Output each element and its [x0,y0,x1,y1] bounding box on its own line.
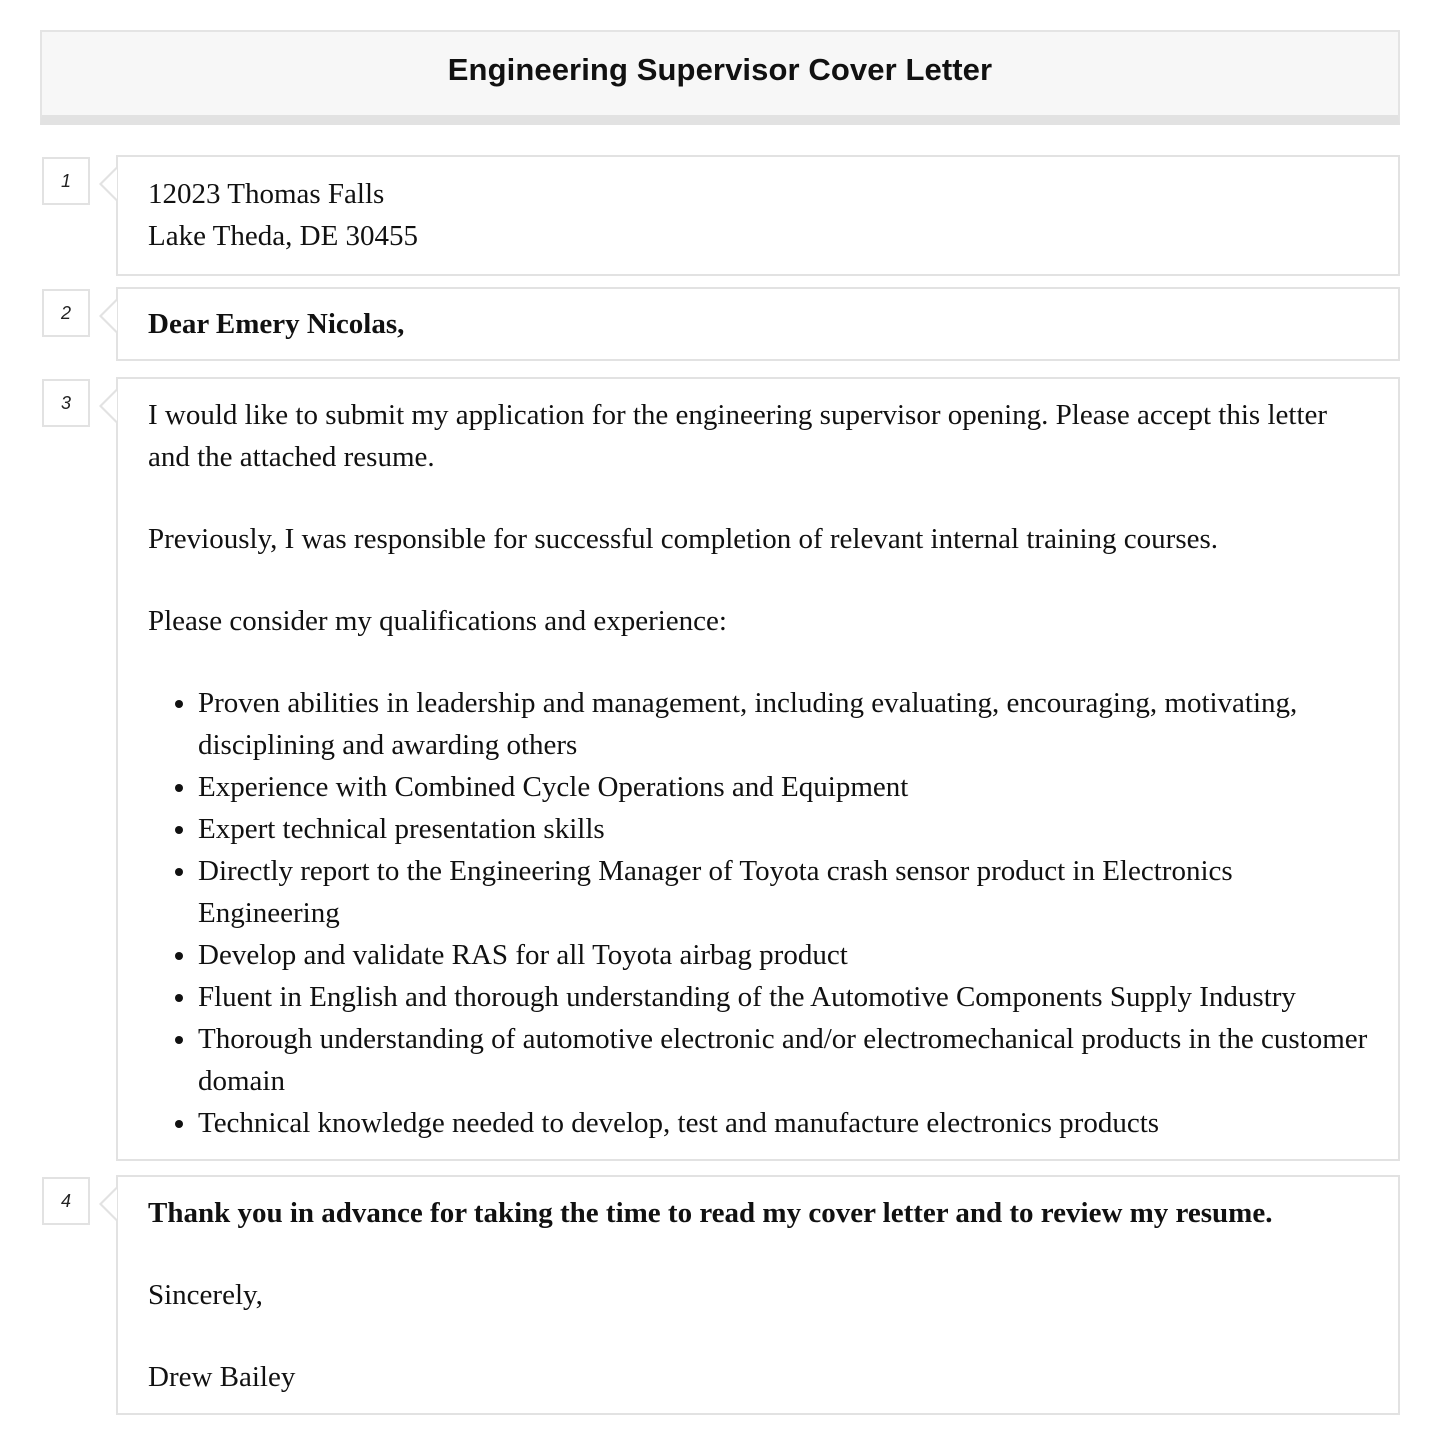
salutation: Dear Emery Nicolas, [148,308,405,340]
section-number: 2 [42,289,90,337]
section-number: 1 [42,157,90,205]
page-header [40,30,1400,125]
thanks-paragraph: Thank you in advance for taking the time to read my cover letter and to review my resume. [148,1197,1273,1229]
list-item: • Directly report to the Engineering Manager of Toyota crash sensor product in Electronics Engineering [198,850,1368,934]
signature: Drew Bailey [148,1361,296,1393]
list-item: • Technical knowledge needed to develop, test and manufacture electronics products [198,1102,1368,1144]
body-card [116,377,1400,1161]
salutation-card [116,287,1400,361]
list-item: • Fluent in English and thorough understanding of the Automotive Components Supply Industry [198,976,1368,1018]
address-line-2: Lake Theda, DE 30455 [148,220,419,252]
list-item: • Expert technical presentation skills [198,808,1368,850]
qualifications-list [198,682,1368,1144]
list-item: • Thorough understanding of automotive electronic and/or electromechanical products in the customer domain [198,1018,1368,1102]
address-line-1: 12023 Thomas Falls [148,178,385,210]
list-item: • Experience with Combined Cycle Operations and Equipment [198,766,1368,808]
list-item: • Proven abilities in leadership and management, including evaluating, encouraging, motivating, disciplining and awarding others [198,682,1368,766]
page-title: Engineering Supervisor Cover Letter [447,51,993,87]
address-card [116,155,1400,276]
section-number: 4 [42,1177,90,1225]
intro-paragraph: I would like to submit my application for the engineering supervisor opening. Please accept this letter and the attached resume. [148,399,1328,473]
closing-card [116,1175,1400,1415]
consider-paragraph: Please consider my qualifications and experience: [148,605,727,637]
closing-line: Sincerely, [148,1279,263,1311]
previous-paragraph: Previously, I was responsible for successful completion of relevant internal training courses. [148,523,1219,555]
section-number: 3 [42,379,90,427]
list-item: • Develop and validate RAS for all Toyota airbag product [198,934,1368,976]
